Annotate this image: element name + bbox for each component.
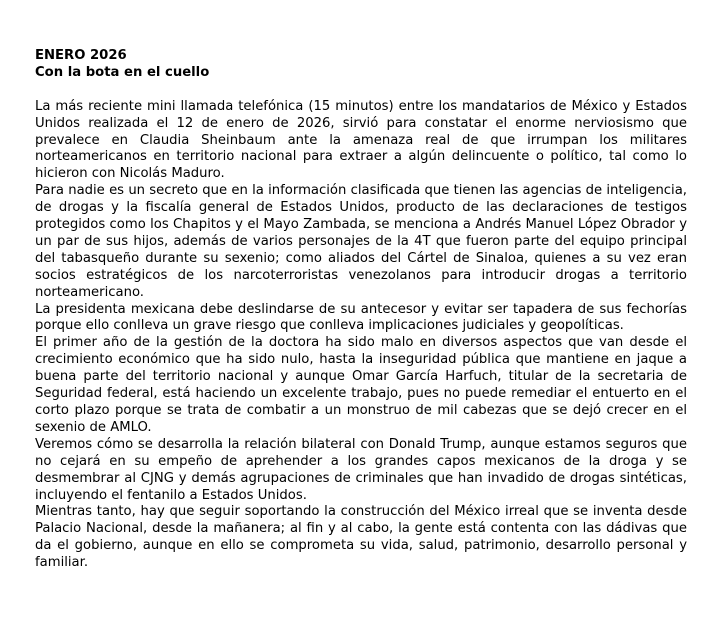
paragraph-2: Para nadie es un secreto que en la información clasificada que tienen las agencias de inteligencia, de drogas y la fiscalía general de Estados Unidos, producto de las declaraciones de testigos protegidos como los Chapitos y el Mayo Zambada, se menciona a Andrés Manuel López Obrador y un par de sus hijos, además de varios personajes de la 4T que fueron parte del equipo principal del tabasqueño durante su sexenio; como aliados del Cártel de Sinaloa, quienes a su vez eran socios estratégicos de los narcoterroristas venezolanos para introducir drogas a territorio norteamericano. <box>35 183 687 300</box>
paragraph-3: La presidenta mexicana debe deslindarse de su antecesor y evitar ser tapadera de sus fechorías porque ello conlleva un grave riesgo que conlleva implicaciones judiciales y geopolíticas. <box>35 301 687 334</box>
document-page <box>35 48 687 572</box>
blank-line <box>35 82 687 99</box>
date-heading: ENERO 2026 <box>35 48 127 63</box>
paragraph-1: La más reciente mini llamada telefónica (15 minutos) entre los mandatarios de México y Estados Unidos realizada el 12 de enero de 2026, sirvió para constatar el enorme nerviosismo que prevalece en Claudia Sheinbaum ante la amenaza real de que irrumpan los militares norteamericanos en territorio nacional para extraer a algún delincuente o político, tal como lo hicieron con Nicolás Maduro. <box>35 98 687 182</box>
paragraph-4: El primer año de la gestión de la doctora ha sido malo en diversos aspectos que van desde el crecimiento económico que ha sido nulo, hasta la inseguridad pública que mantiene en jaque a buena parte del territorio nacional y aunque Omar García Harfuch, titular de la secretaria de Seguridad federal, está haciendo un excelente trabajo, pues no puede remediar el entuerto en el corto plazo porque se trata de combatir a un monstruo de mil cabezas que se dejó crecer en el sexenio de AMLO. <box>35 335 687 435</box>
article-title: Con la bota en el cuello <box>35 64 210 80</box>
paragraph-6: Mientras tanto, hay que seguir soportando la construcción del México irreal que se inventa desde Palacio Nacional, desde la mañanera; al fin y al cabo, la gente está contenta con las dádivas que da el gobierno, aunque en ello se comprometa su vida, salud, patrimonio, desarrollo personal y familiar. <box>35 504 687 571</box>
paragraph-5: Veremos cómo se desarrolla la relación bilateral con Donald Trump, aunque estamos seguros que no cejará en su empeño de aprehender a los grandes capos mexicanos de la droga y se desmembrar al CJNG y demás agrupaciones de criminales que han invadido de drogas sintéticas, incluyendo el fentanilo a Estados Unidos. <box>35 436 687 503</box>
